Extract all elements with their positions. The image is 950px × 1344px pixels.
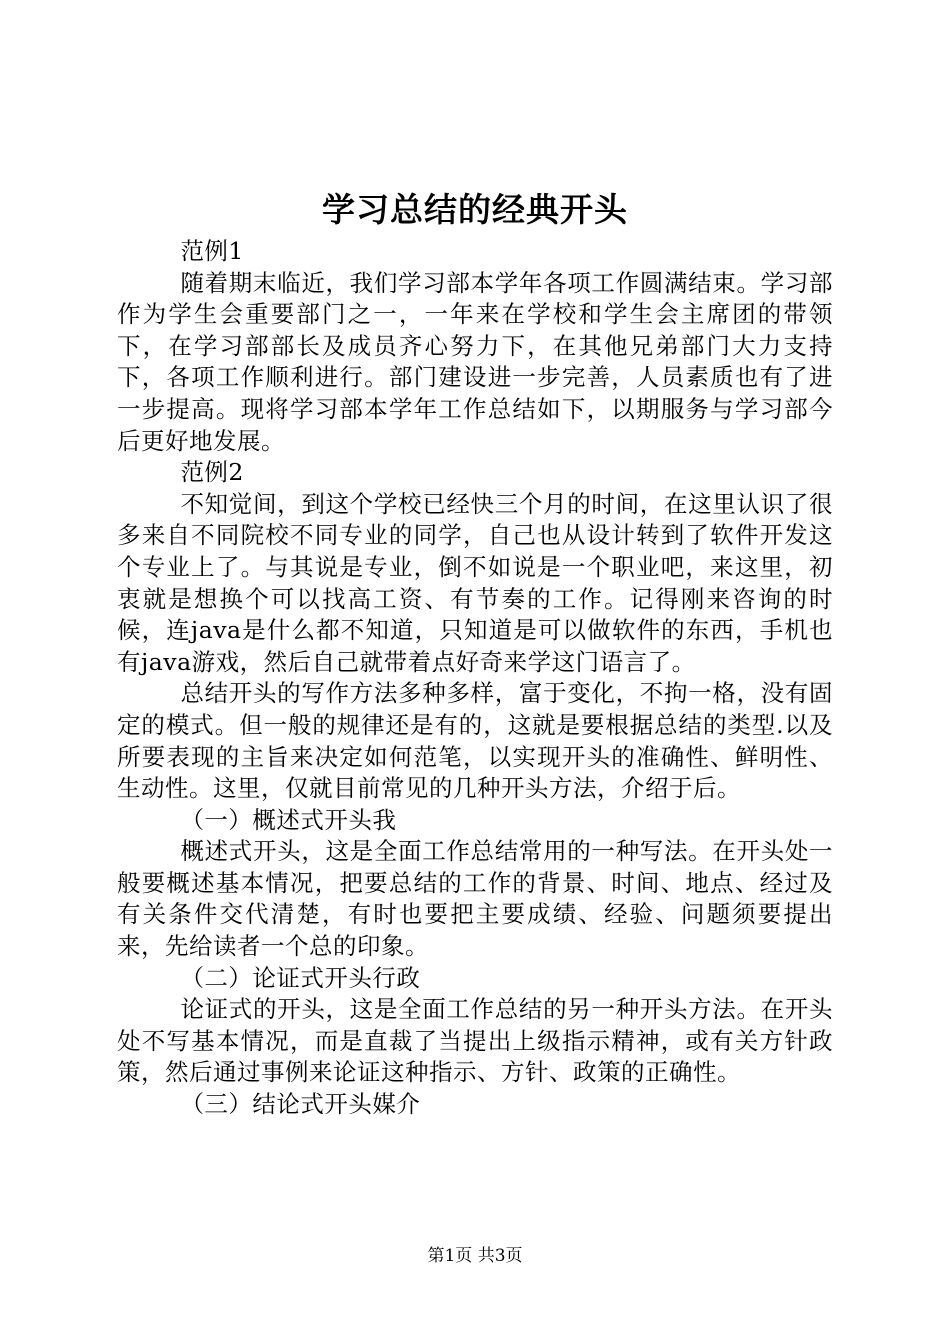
example-2-paragraph: 不知觉间，到这个学校已经快三个月的时间，在这里认识了很多来自不同院校不同专业的同学，自己也从设计转到了软件开发这个专业上了。与其说是专业，倒不如说是一个职业吧，来这里，初衷就是想换个可以找高工资、有节奏的工作。记得刚来咨询的时候，连java是什么都不知道，只知道是可以做软件的东西，手机也有java游戏，然后自己就带着点好奇来学这门语言了。 xyxy=(117,489,833,676)
section-1-paragraph: 概述式开头，这是全面工作总结常用的一种写法。在开头处一般要概述基本情况，把要总结的工作的背景、时间、地点、经过及有关条件交代清楚，有时也要把主要成绩、经验、问题须要提出来，先给读者一个总的印象。 xyxy=(117,837,833,961)
example-2-heading: 范例2 xyxy=(180,458,244,487)
example-1-heading: 范例1 xyxy=(180,237,244,265)
document-body xyxy=(117,236,833,1121)
section-1-heading: （一）概述式开头我 xyxy=(180,805,397,834)
section-3-heading: （三）结论式开头媒介 xyxy=(180,1090,421,1119)
methods-intro-paragraph: 总结开头的写作方法多种多样，富于变化，不拘一格，没有固定的模式。但一般的规律还是有的，这就是要根据总结的类型.以及所要表现的主旨来决定如何范笔，以实现开头的准确性、鲜明性、生动性。这里，仅就目前常见的几种开头方法，介绍于后。 xyxy=(117,679,833,803)
document-title: 学习总结的经典开头 xyxy=(322,190,628,229)
page-number-footer: 第1页 共3页 xyxy=(427,1246,523,1266)
example-1-paragraph: 随着期末临近，我们学习部本学年各项工作圆满结束。学习部作为学生会重要部门之一，一年来在学校和学生会主席团的带领下，在学习部部长及成员齐心努力下，在其他兄弟部门大力支持下，各项工作顺利进行。部门建设进一步完善，人员素质也有了进一步提高。现将学习部本学年工作总结如下，以期服务与学习部今后更好地发展。 xyxy=(117,268,833,455)
section-2-paragraph: 论证式的开头，这是全面工作总结的另一种开头方法。在开头处不写基本情况，而是直裁了当提出上级指示精神，或有关方针政策，然后通过事例来论证这种指示、方针、政策的正确性。 xyxy=(117,995,833,1087)
section-2-heading: （二）论证式开头行政 xyxy=(180,963,421,992)
